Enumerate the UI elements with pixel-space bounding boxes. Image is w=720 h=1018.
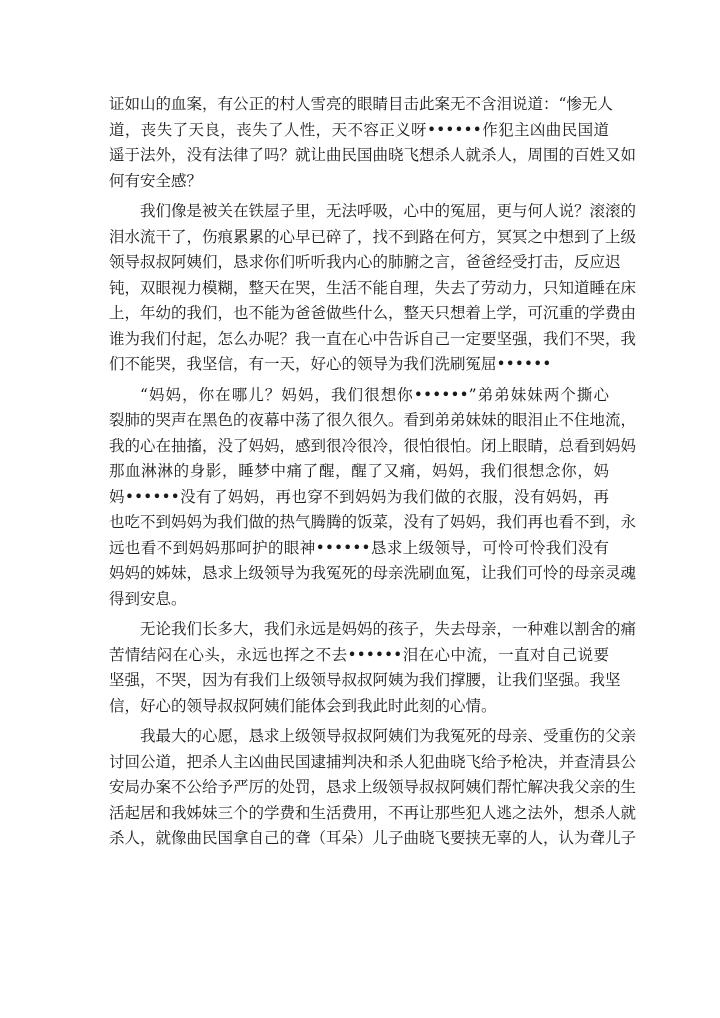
paragraph [109,617,637,719]
text-line: 杀人，就像曲民国拿自己的聋（耳朵）儿子曲晓飞要挟无辜的人，认为聋儿子 [109,829,637,847]
text-line: 上，年幼的我们，也不能为爸爸做些什么，整天只想着上学，可沉重的学费由 [109,304,637,322]
text-line: 信，好心的领导叔叔阿姨们能体会到我此时此刻的心情。 [109,696,497,715]
paragraph [109,724,637,852]
text-line: 我们像是被关在铁屋子里，无法呼吸，心中的冤屈，更与何人说？滚滚的 [140,202,637,220]
text-line: 道，丧失了天良，丧失了人性，天不容正义呀••••••作犯主凶曲民国道 [109,120,609,139]
text-line: 裂肺的哭声在黑色的夜幕中荡了很久很久。看到弟弟妹妹的眼泪止不住地流， [109,411,637,429]
text-line: “妈妈，你在哪儿？妈妈，我们很想你••••••”弟弟妹妹两个撕心 [140,385,609,404]
text-line: 我的心在抽搐，没了妈妈，感到很冷很冷，很怕很怕。闭上眼睛，总看到妈妈 [109,436,637,455]
text-line: 钝，双眼视力模糊，整天在哭，生活不能自理，失去了劳动力，只知道睡在床 [109,278,637,297]
text-line: 安局办案不公给予严厉的处罚，恳求上级领导叔叔阿姨们帮忙解决我父亲的生 [109,778,637,796]
text-line: 无论我们长多大，我们永远是妈妈的孩子，失去母亲，一种难以割舍的痛 [140,620,637,638]
text-line: 那血淋淋的身影，睡梦中痛了醒，醒了又痛，妈妈，我们很想念你，妈 [109,462,609,480]
text-line: 远也看不到妈妈那呵护的眼神••••••恳求上级领导，可怜可怜我们没有 [109,538,609,557]
text-line: 坚强，不哭，因为有我们上级领导叔叔阿姨为我们撑腰，让我们坚强。我坚 [109,671,621,689]
text-line: 何有安全感？ [109,171,203,190]
text-line: 妈妈的姊妹，恳求上级领导为我冤死的母亲洗刷血冤，让我们可怜的母亲灵魂 [109,564,637,582]
text-line: 们不能哭，我坚信，有一天，好心的领导为我们洗刷冤屈•••••• [109,355,552,373]
text-line: 证如山的血案，有公正的村人雪亮的眼睛目击此案无不含泪说道：“惨无人 [109,95,613,113]
text-line: 苦情结闷在心头，永远也挥之不去••••••泪在心中流，一直对自己说要 [109,645,609,664]
document-body [109,92,637,852]
text-line: 也吃不到妈妈为我们做的热气腾腾的饭菜，没有了妈妈，我们再也看不到，永 [109,513,637,531]
paragraph [109,92,637,194]
text-line: 活起居和我姊妹三个的学费和生活费用，不再让那些犯人逃之法外，想杀人就 [109,803,637,822]
text-line: 得到安息。 [109,589,187,608]
text-line: 妈••••••没有了妈妈，再也穿不到妈妈为我们做的衣服，没有妈妈，再 [109,487,609,506]
text-line: 讨回公道，把杀人主凶曲民国逮捕判决和杀人犯曲晓飞给予枪决，并查清县公 [109,752,637,771]
text-line: 领导叔叔阿姨们，恳求你们听听我内心的肺腑之言，爸爸经受打击，反应迟 [109,253,621,271]
paragraph [109,383,637,613]
text-line: 谁为我们付起，怎么办呢？我一直在心中告诉自己一定要坚强，我们不哭，我 [109,329,637,348]
text-line: 我最大的心愿，恳求上级领导叔叔阿姨们为我冤死的母亲、受重伤的父亲 [140,727,637,745]
text-line: 泪水流干了，伤痕累累的心早已碎了，找不到路在何方，冥冥之中想到了上级 [109,227,637,246]
text-line: 遥于法外，没有法律了吗？就让曲民国曲晓飞想杀人就杀人，周围的百姓又如 [109,146,637,164]
paragraph [109,199,637,378]
